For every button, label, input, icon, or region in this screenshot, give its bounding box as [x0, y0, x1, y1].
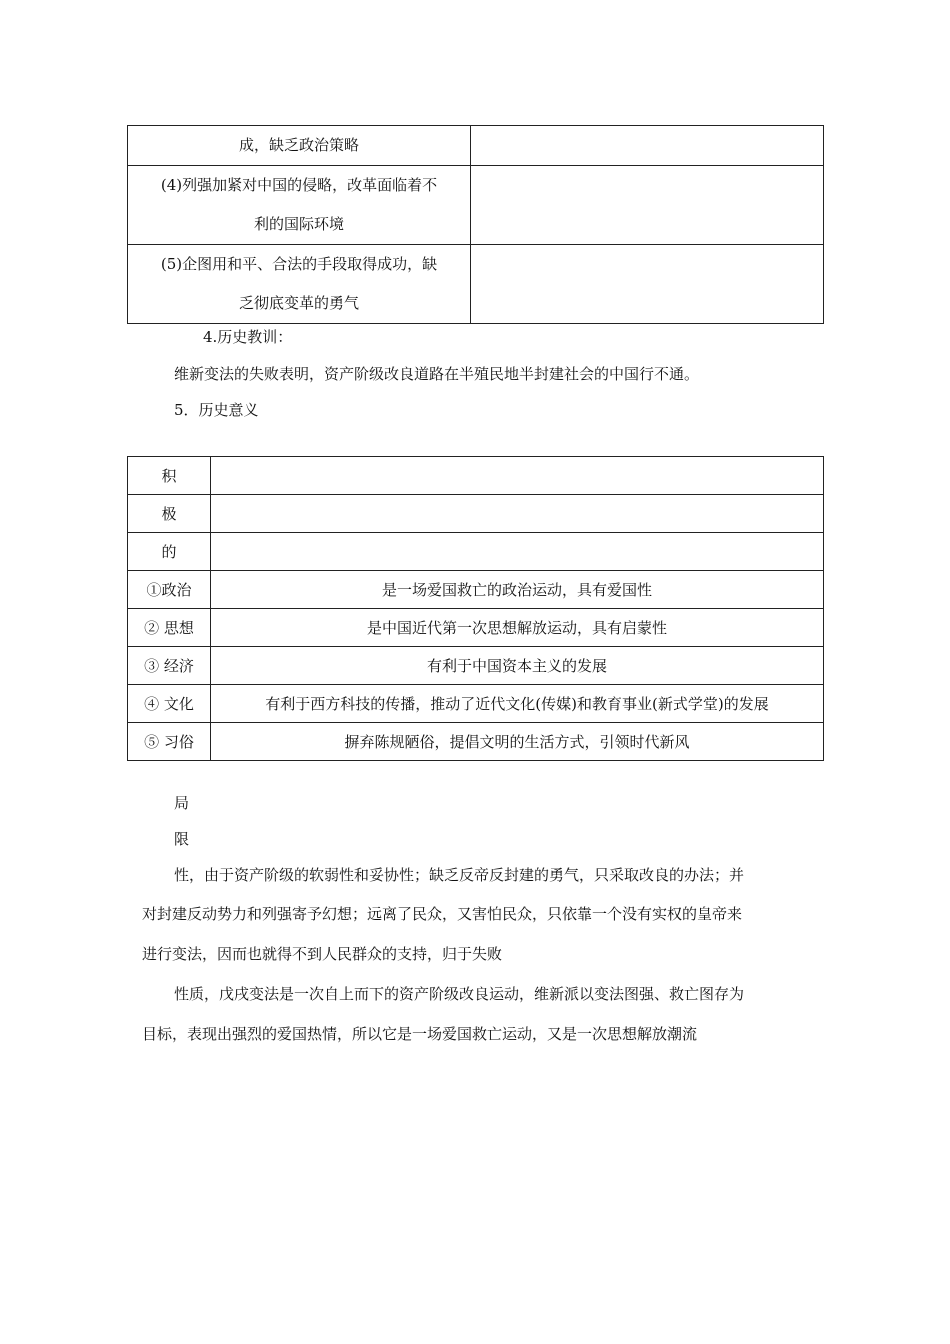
significance-row-text: 是一场爱国救亡的政治运动，具有爱国性 [211, 571, 824, 609]
nature-line: 目标，表现出强烈的爱国热情，所以它是一场爱国救亡运动，又是一次思想解放潮流 [142, 1025, 698, 1043]
significance-row-text: 有利于中国资本主义的发展 [211, 647, 824, 685]
significance-row-label: ⑤ 习俗 [128, 723, 211, 761]
causes-cell-left: 成，缺乏政治策略 [128, 126, 471, 166]
causes-cell-text: (4)列强加紧对中国的侵略，改革面临着不 利的国际环境 [160, 176, 438, 233]
causes-table [127, 125, 824, 324]
positive-label-char: 的 [128, 533, 211, 571]
limitation-char-1: 局 [174, 794, 190, 812]
significance-table [127, 456, 824, 761]
significance-row-text: 摒弃陈规陋俗，提倡文明的生活方式，引领时代新风 [211, 723, 824, 761]
causes-cell-right [471, 166, 824, 245]
causes-cell-left [128, 245, 471, 324]
causes-cell-right [471, 126, 824, 166]
causes-cell-right [471, 245, 824, 324]
positive-label-char: 积 [128, 457, 211, 495]
lesson-heading: 4.历史教训： [203, 328, 293, 346]
significance-row-label: ①政治 [128, 571, 211, 609]
significance-empty-cell [211, 457, 824, 495]
significance-empty-cell [211, 495, 824, 533]
significance-row-label: ④ 文化 [128, 685, 211, 723]
significance-row-text: 是中国近代第一次思想解放运动，具有启蒙性 [211, 609, 824, 647]
limitation-char-2: 限 [174, 830, 190, 848]
limitation-line: 对封建反动势力和列强寄予幻想；远离了民众，又害怕民众，只依靠一个没有实权的皇帝来 [142, 905, 743, 923]
lesson-text: 维新变法的失败表明，资产阶级改良道路在半殖民地半封建社会的中国行不通。 [174, 365, 700, 383]
significance-row-label: ② 思想 [128, 609, 211, 647]
nature-line: 性质，戊戌变法是一次自上而下的资产阶级改良运动，维新派以变法图强、救亡图存为 [174, 985, 745, 1003]
significance-row-label: ③ 经济 [128, 647, 211, 685]
positive-label-char: 极 [128, 495, 211, 533]
significance-empty-cell [211, 533, 824, 571]
causes-cell-text: (5)企图用和平、合法的手段取得成功，缺 乏彻底变革的勇气 [160, 255, 438, 312]
significance-heading: 5．历史意义 [174, 401, 259, 419]
limitation-line: 进行变法，因而也就得不到人民群众的支持，归于失败 [142, 945, 503, 963]
significance-row-text: 有利于西方科技的传播，推动了近代文化(传媒)和教育事业(新式学堂)的发展 [211, 685, 824, 723]
limitation-line: 性，由于资产阶级的软弱性和妥协性；缺乏反帝反封建的勇气，只采取改良的办法；并 [174, 866, 745, 884]
causes-cell-left [128, 166, 471, 245]
